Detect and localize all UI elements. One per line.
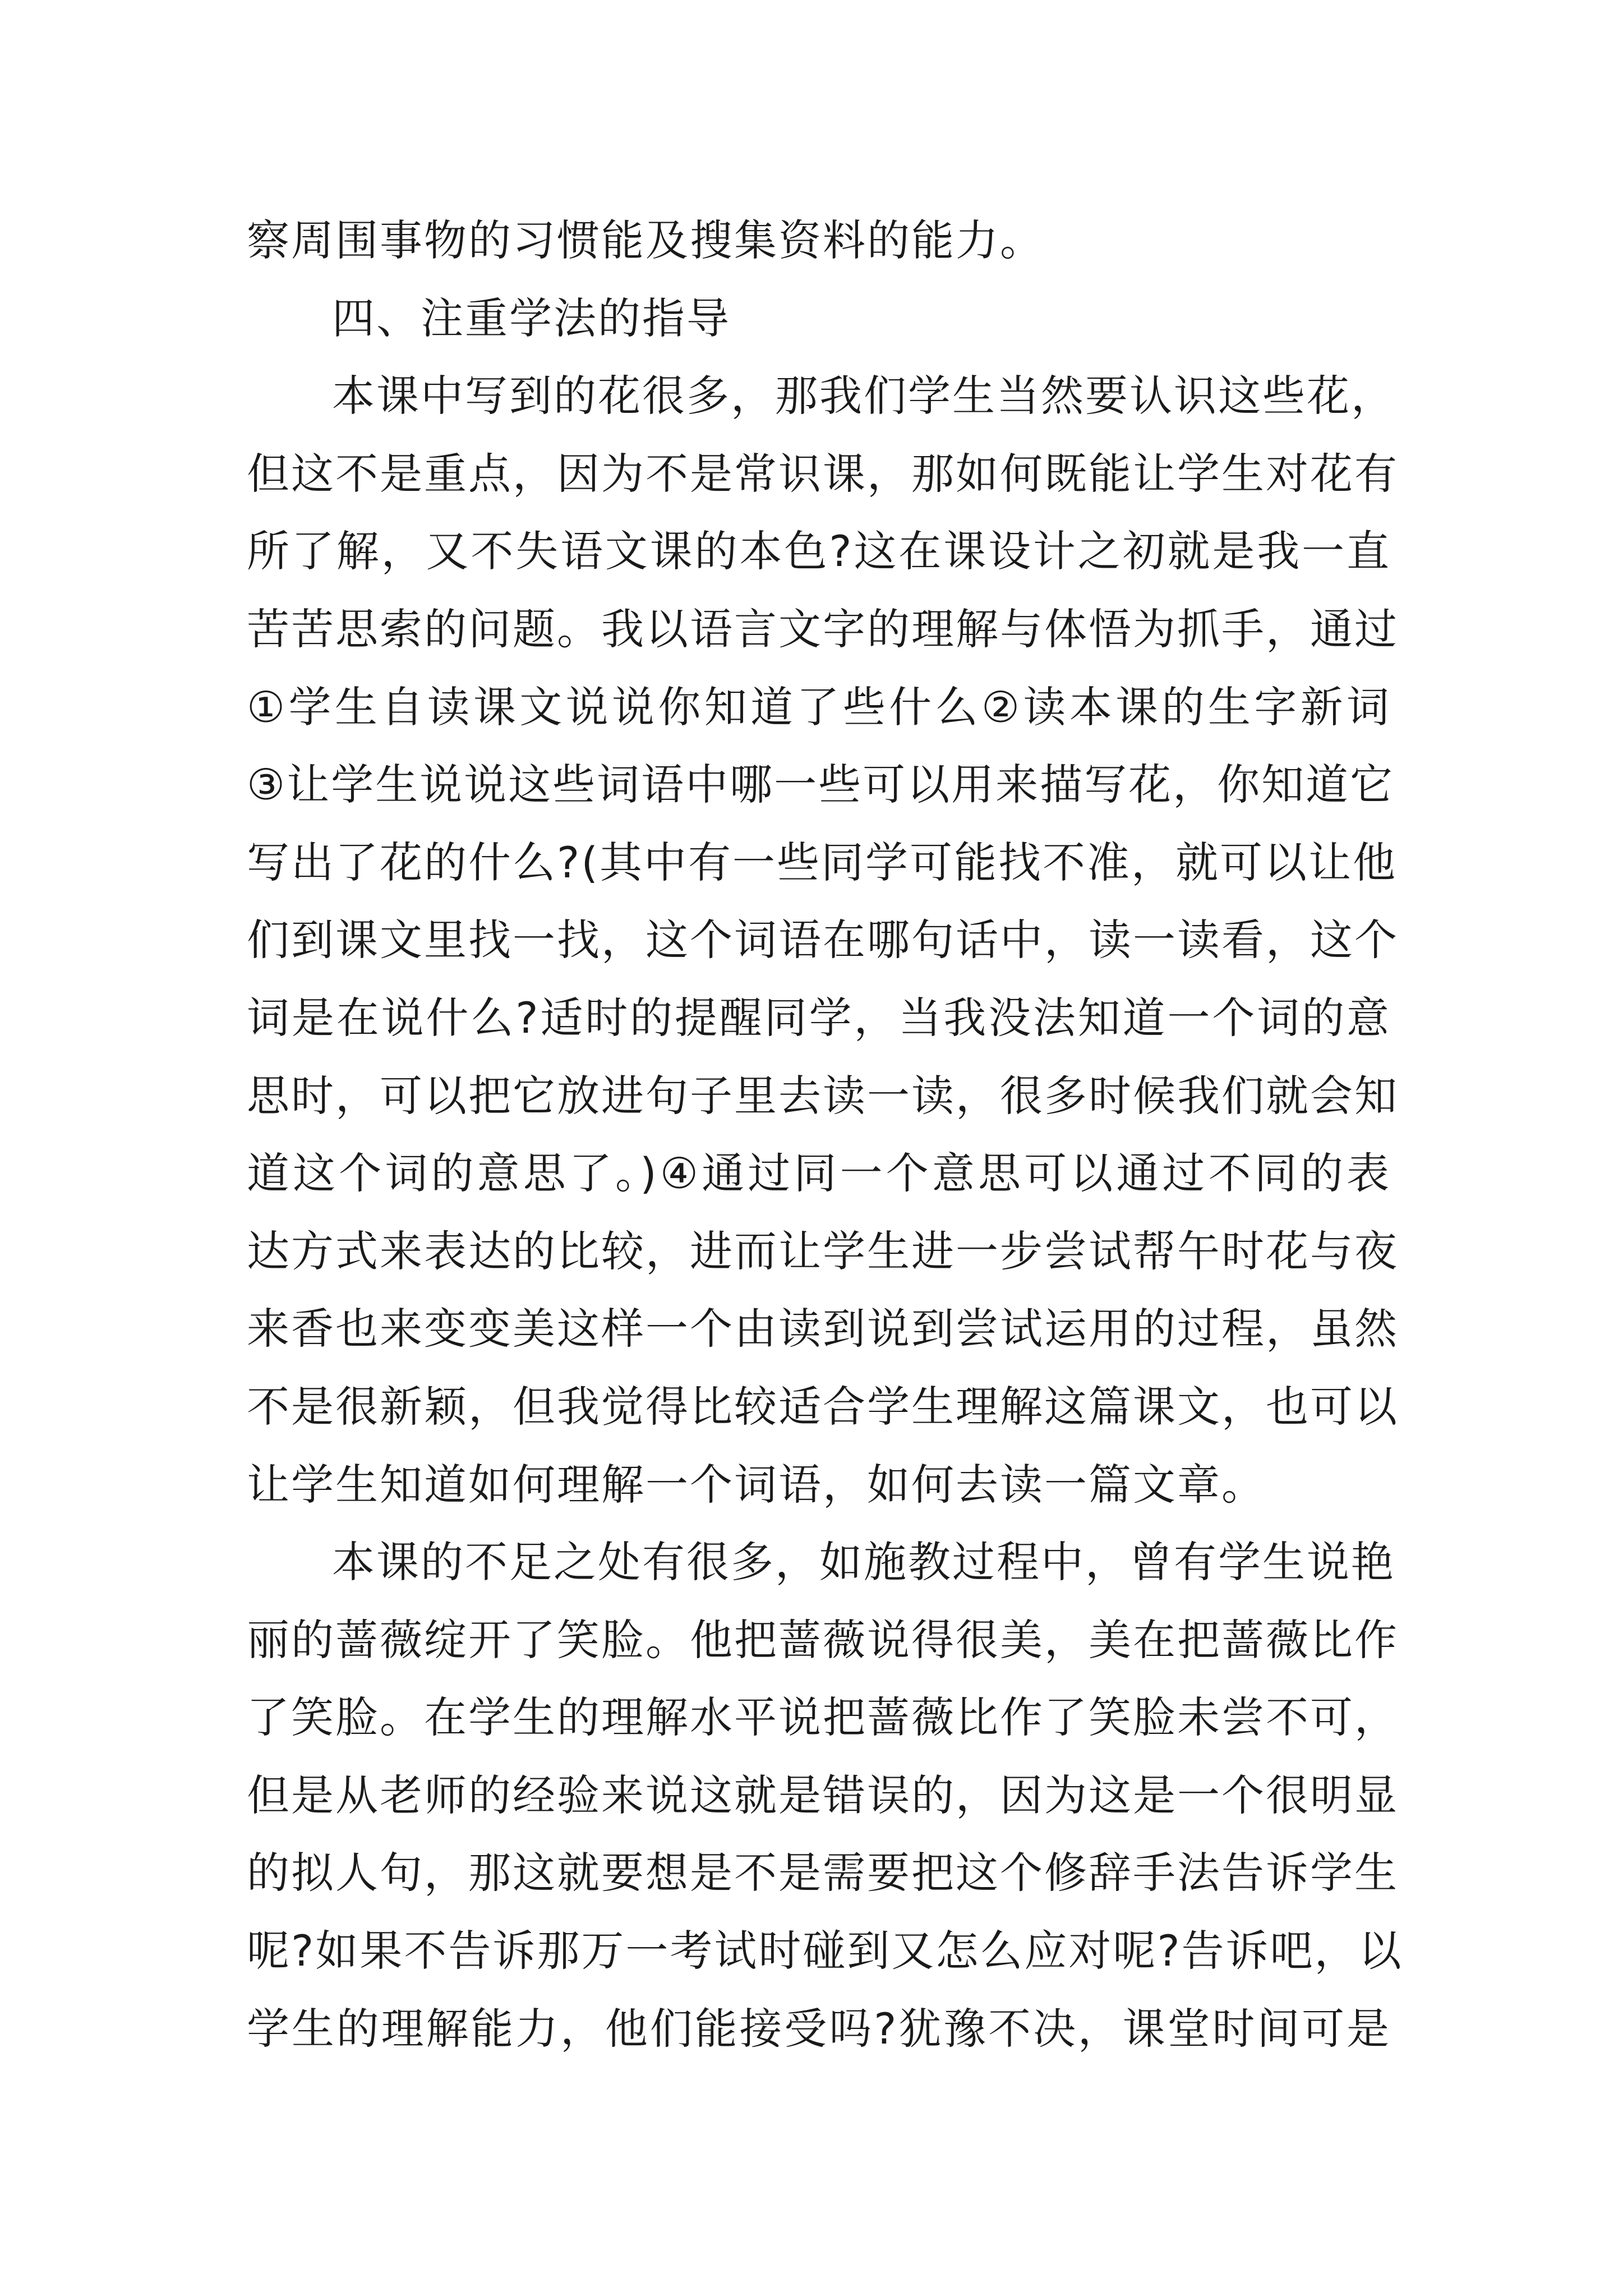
text-line: 道这个词的意思了。)④通过同一个意思可以通过不同的表 [247, 1148, 1391, 1199]
text-line: 丽的蔷薇绽开了笑脸。他把蔷薇说得很美，美在把蔷薇比作 [247, 1614, 1399, 1665]
text-line: 但是从老师的经验来说这就是错误的，因为这是一个很明显 [247, 1770, 1399, 1820]
text-line: 察周围事物的习惯能及搜集资料的能力。 [247, 215, 1044, 265]
text-line: ①学生自读课文说说你知道了些什么②读本课的生字新词 [247, 682, 1391, 732]
text-line: 的拟人句，那这就要想是不是需要把这个修辞手法告诉学生 [247, 1848, 1399, 1898]
text-line: 本课的不足之处有很多，如施教过程中，曾有学生说艳 [332, 1537, 1395, 1588]
text-line: 呢?如果不告诉那万一考试时碰到又怎么应对呢?告诉吧，以 [247, 1926, 1403, 1976]
text-line: 思时，可以把它放进句子里去读一读，很多时候我们就会知 [247, 1070, 1399, 1121]
text-line: 苦苦思索的问题。我以语言文字的理解与体悟为抓手，通过 [247, 604, 1399, 654]
section-heading: 四、注重学法的指导 [332, 293, 731, 343]
text-line: ③让学生说说这些词语中哪一些可以用来描写花，你知道它 [247, 760, 1395, 810]
body-text [247, 202, 1403, 2068]
text-line: 本课中写到的花很多，那我们学生当然要认识这些花， [332, 371, 1395, 421]
text-line: 写出了花的什么?(其中有一些同学可能找不准，就可以让他 [247, 837, 1397, 887]
text-line: 来香也来变变美这样一个由读到说到尝试运用的过程，虽然 [247, 1304, 1399, 1354]
text-line: 但这不是重点，因为不是常识课，那如何既能让学生对花有 [247, 448, 1399, 499]
text-line: 了笑脸。在学生的理解水平说把蔷薇比作了笑脸未尝不可， [247, 1692, 1399, 1743]
text-line: 不是很新颖，但我觉得比较适合学生理解这篇课文，也可以 [247, 1381, 1399, 1432]
text-line: 学生的理解能力，他们能接受吗?犹豫不决，课堂时间可是 [247, 2003, 1391, 2054]
text-line: 达方式来表达的比较，进而让学生进一步尝试帮午时花与夜 [247, 1226, 1399, 1276]
text-line: 词是在说什么?适时的提醒同学，当我没法知道一个词的意 [247, 992, 1391, 1043]
text-line: 们到课文里找一找，这个词语在哪句话中，读一读看，这个 [247, 915, 1399, 965]
text-line: 所了解，又不失语文课的本色?这在课设计之初就是我一直 [247, 526, 1391, 577]
text-line: 让学生知道如何理解一个词语，如何去读一篇文章。 [247, 1459, 1266, 1510]
